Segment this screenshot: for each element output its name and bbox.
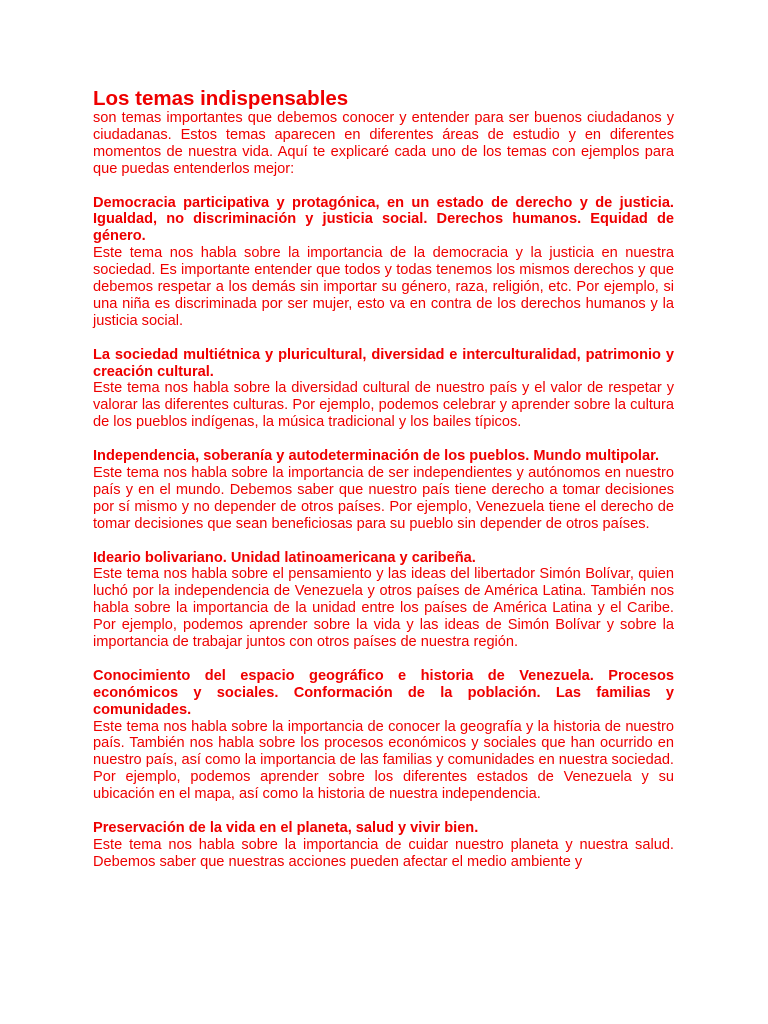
section-body: Este tema nos habla sobre la importancia de cuidar nuestro planeta y nuestra salud. Debemos saber que nuestras acciones pueden afectar el medio ambiente y [93,836,674,870]
section-ideario-bolivariano [93,550,674,651]
section-heading: Preservación de la vida en el planeta, salud y vivir bien. [93,819,479,836]
document-title: Los temas indispensables [93,87,349,110]
section-heading: Conocimiento del espacio geográfico e historia de Venezuela. Procesos económicos y sociales. Conformación de la población. Las familias y comunidades. [93,667,674,718]
section-body: Este tema nos habla sobre la diversidad cultural de nuestro país y el valor de respetar y valorar las diferentes culturas. Por ejemplo, podemos celebrar y aprender sobre la cultura de los pueblos indígenas, la música tradicional y los bailes típicos. [93,380,674,431]
section-heading: La sociedad multiétnica y pluricultural, diversidad e interculturalidad, patrimonio y creación cultural. [93,346,674,380]
section-heading: Democracia participativa y protagónica, en un estado de derecho y de justicia. Igualdad, no discriminación y justicia social. Derechos humanos. Equidad de género. [93,194,674,245]
section-espacio-geografico [93,668,674,803]
section-independencia [93,448,674,533]
section-body: Este tema nos habla sobre el pensamiento y las ideas del libertador Simón Bolívar, quien luchó por la independencia de Venezuela y otros países de América Latina. También nos habla sobre la importancia de la unidad entre los países de América Latina y el Caribe. Por ejemplo, podemos aprender sobre la vida y las ideas de Simón Bolívar y sobre la importancia de trabajar juntos con otros países de nuestra región. [93,566,674,651]
section-body: Este tema nos habla sobre la importancia de la democracia y la justicia en nuestra sociedad. Es importante entender que todos y todas tenemos los mismos derechos y que debemos respetar a los demás sin importar su género, raza, religión, etc. Por ejemplo, si una niña es discriminada por ser mujer, esto va en contra de los derechos humanos y la justicia social. [93,245,674,329]
section-heading: Independencia, soberanía y autodeterminación de los pueblos. Mundo multipolar. [93,448,659,465]
section-body: Este tema nos habla sobre la importancia de conocer la geografía y la historia de nuestro país. También nos habla sobre los procesos económicos y sociales que han ocurrido en nuestro país, así como la importancia de las familias y comunidades en nuestra sociedad. Por ejemplo, podemos aprender sobre los diferentes estados de Venezuela y su ubicación en el mapa, así como la historia de nuestra independencia. [93,718,674,803]
section-body: Este tema nos habla sobre la importancia de ser independientes y autónomos en nuestro país y en el mundo. Debemos saber que nuestro país tiene derecho a tomar decisiones por sí mismo y no depender de otros países. Por ejemplo, Venezuela tiene el derecho de tomar decisiones que sean beneficiosas para su pueblo sin depender de otros países. [93,464,674,532]
document-page [93,88,674,871]
intro-paragraph: son temas importantes que debemos conocer y entender para ser buenos ciudadanos y ciudadanas. Estos temas aparecen en diferentes áreas de estudio y en diferentes momentos de nuestra vida. Aquí te explicaré cada uno de los temas con ejemplos para que puedas entenderlos mejor: [93,110,674,177]
section-democracia [93,195,674,330]
section-sociedad-multietnica [93,347,674,432]
section-preservacion-vida [93,820,674,871]
section-heading: Ideario bolivariano. Unidad latinoamericana y caribeña. [93,549,476,566]
